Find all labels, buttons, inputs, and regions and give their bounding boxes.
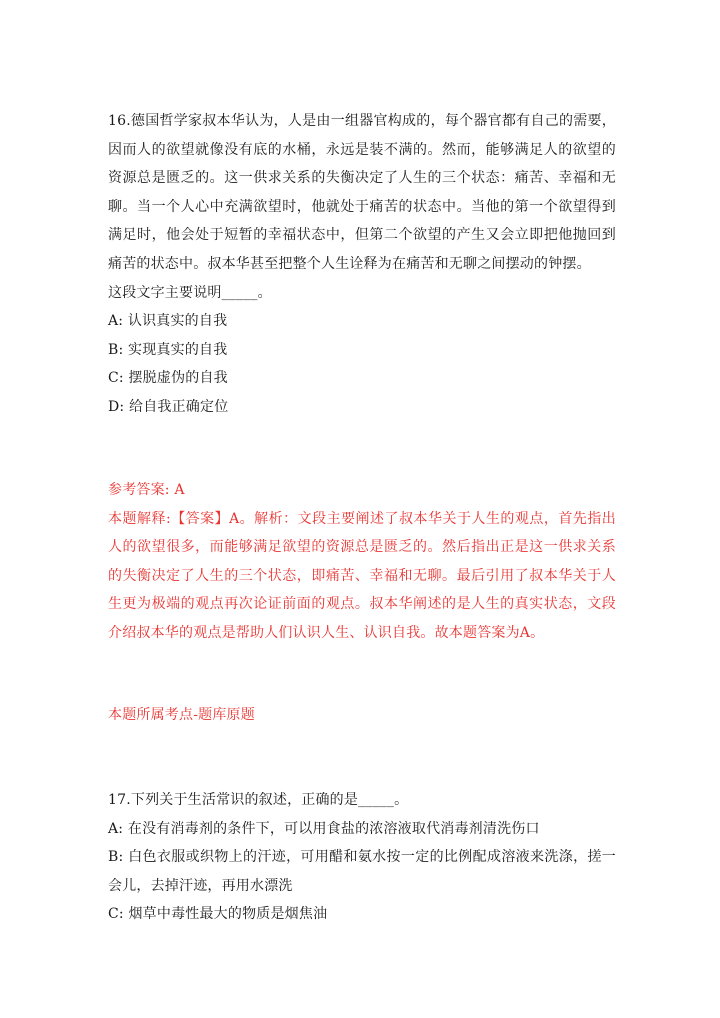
answer-section-16 xyxy=(108,476,616,648)
option-b: B: 白色衣服或织物上的汗迹，可用醋和氨水按一定的比例配成溶液来洗涤，搓一会儿，去掉汗迹，再用水漂洗 xyxy=(108,849,616,894)
option-c: C: 烟草中毒性最大的物质是烟焦油 xyxy=(108,906,328,923)
option-c: C: 摆脱虚伪的自我 xyxy=(108,370,228,387)
option-a: A: 认识真实的自我 xyxy=(108,313,228,330)
question-prompt: 这段文字主要说明_____。 xyxy=(108,284,272,301)
reference-answer: 参考答案: A xyxy=(108,482,185,498)
option-d: D: 给自我正确定位 xyxy=(108,398,229,415)
option-b: B: 实现真实的自我 xyxy=(108,341,228,358)
question-stem: 17.下列关于生活常识的叙述，正确的是_____。 xyxy=(108,792,409,808)
answer-explanation: 本题解释:【答案】A。解析：文段主要阐述了叔本华关于人生的观点，首先指出人的欲望很多，而能够满足欲望的资源总是匮乏的。然后指出正是这一供求关系的失衡决定了人生的三个状态，即痛苦、幸福和无聊。最后引用了叔本华关于人生更为极端的观点再次论证前面的观点。叔本华阐述的是人生的真实状态，文段介绍叔本华的观点是帮助人们认识人生、认识自我。故本题答案为A。 xyxy=(108,510,616,641)
topic-tag-16 xyxy=(108,701,616,730)
topic-tag: 本题所属考点-题库原题 xyxy=(108,707,255,723)
question-stem: 16.德国哲学家叔本华认为，人是由一组器官构成的，每个器官都有自己的需要，因而人的欲望就像没有底的水桶，永远是装不满的。然而，能够满足人的欲望的资源总是匮乏的。这一供求关系的失衡决定了人生的三个状态：痛苦、幸福和无聊。当一个人心中充满欲望时，他就处于痛苦的状态中。当他的第一个欲望得到满足时，他会处于短暂的幸福状态中，但第二个欲望的产生又会立即把他抛回到痛苦的状态中。叔本华甚至把整个人生诠释为在痛苦和无聊之间摆动的钟摆。 xyxy=(108,113,616,272)
question-16 xyxy=(108,107,616,422)
option-a: A: 在没有消毒剂的条件下，可以用食盐的浓溶液取代消毒剂清洗伤口 xyxy=(108,820,540,837)
question-17 xyxy=(108,786,616,929)
